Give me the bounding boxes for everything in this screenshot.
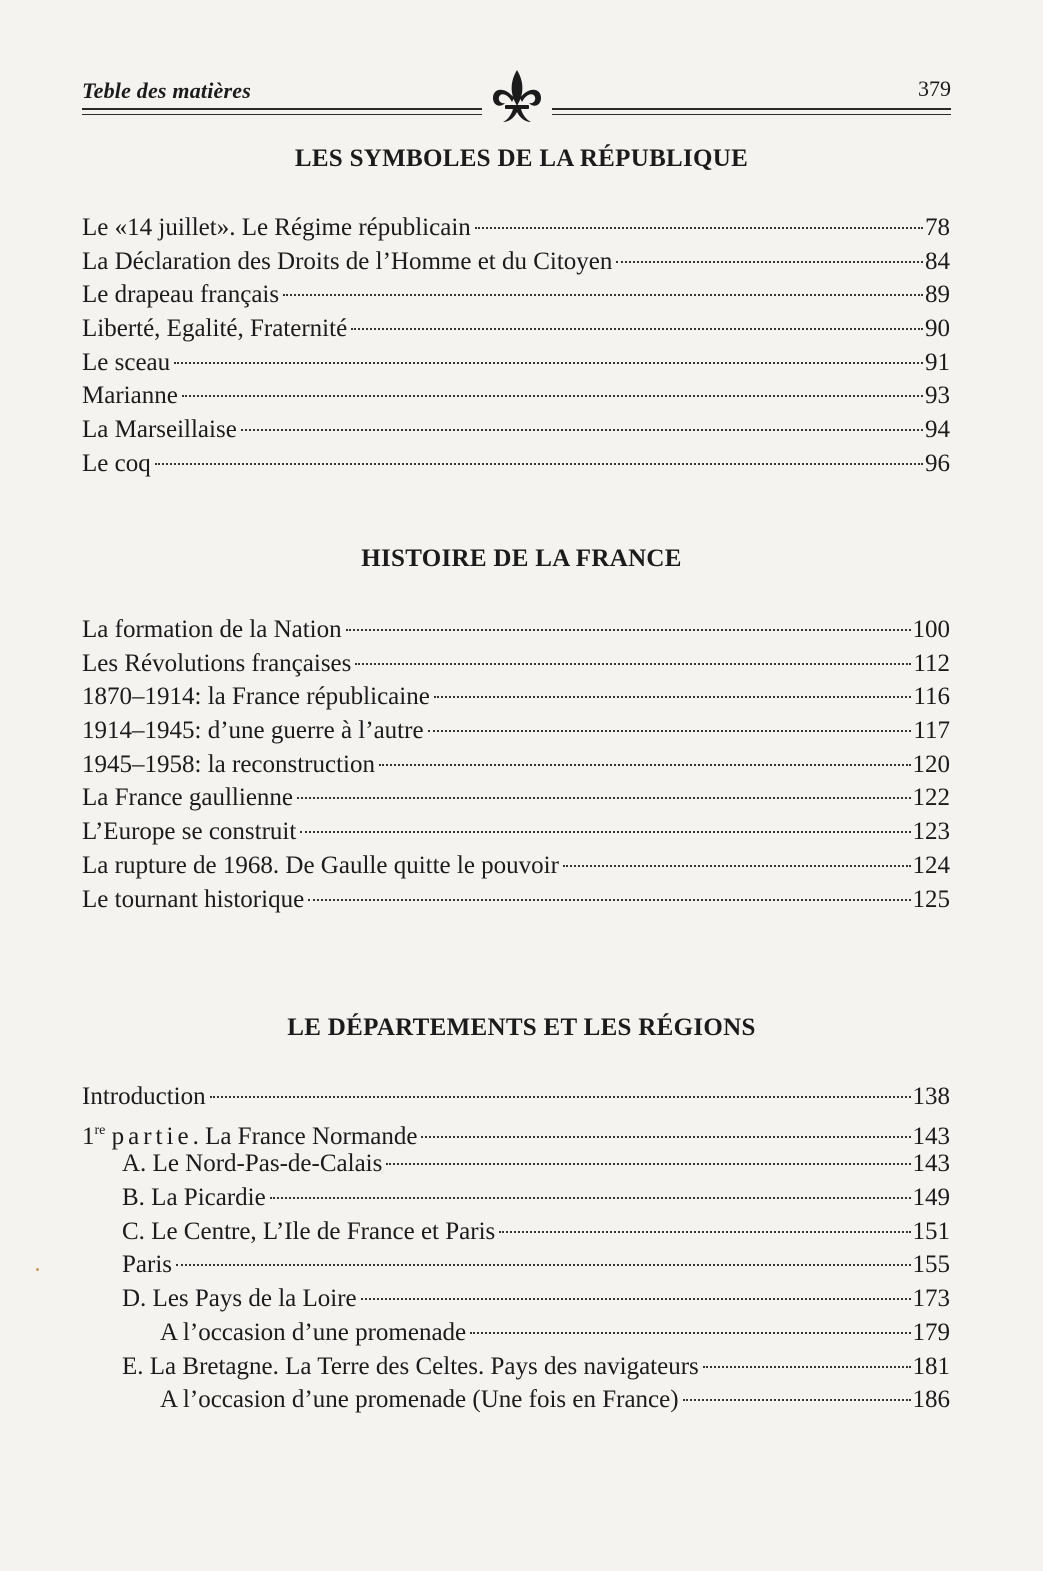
entry-label: La formation de la Nation [82, 616, 342, 643]
dot-leader [355, 663, 911, 665]
toc-entry[interactable] [82, 278, 950, 312]
toc-entry[interactable] [82, 613, 950, 647]
entry-label: Le «14 juillet». Le Régime républicain [82, 214, 471, 241]
toc-section-histoire [82, 613, 950, 916]
dot-leader [300, 831, 910, 833]
toc-section-symboles [82, 211, 950, 481]
entry-page: 93 [925, 382, 950, 410]
dot-leader [241, 429, 923, 431]
header-rule-left-top [82, 108, 482, 110]
entry-label: Le sceau [82, 348, 171, 376]
toc-entry[interactable] [82, 883, 950, 917]
entry-page: 149 [912, 1184, 950, 1212]
dot-leader [210, 1096, 911, 1098]
toc-entry[interactable] [82, 647, 950, 681]
toc-entry[interactable] [82, 1080, 950, 1114]
entry-label: La rupture de 1968. De Gaulle quitte le pouvoir [82, 851, 559, 879]
toc-entry[interactable] [82, 211, 950, 245]
dot-leader [155, 463, 923, 465]
dot-leader [421, 1136, 910, 1138]
entry-page: 100 [912, 616, 950, 643]
dot-leader [182, 395, 923, 397]
dot-leader [176, 1264, 911, 1266]
entry-label: C. Le Centre, L’Ile de France et Paris [122, 1217, 496, 1245]
entry-label: Introduction [82, 1083, 206, 1110]
entry-page: 125 [912, 885, 950, 913]
paper-speck [36, 1268, 39, 1271]
toc-entry[interactable] [82, 1248, 950, 1282]
toc-entry[interactable] [82, 815, 950, 849]
entry-page: 96 [925, 449, 950, 477]
part-word: partie [111, 1122, 193, 1150]
toc-entry[interactable] [82, 849, 950, 883]
entry-label: Marianne [82, 382, 178, 410]
entry-page: 117 [913, 717, 950, 745]
toc-entry[interactable] [82, 1181, 950, 1215]
entry-page: 94 [925, 416, 950, 444]
toc-entry[interactable] [82, 1282, 950, 1316]
entry-label: Liberté, Egalité, Fraternité [82, 315, 348, 343]
dot-leader [563, 865, 911, 867]
running-header [82, 68, 951, 128]
toc-entry[interactable] [82, 714, 950, 748]
dot-leader [174, 362, 923, 364]
toc-entry[interactable] [82, 1147, 950, 1181]
toc-entry[interactable] [82, 447, 950, 481]
entry-page: 181 [912, 1352, 950, 1380]
entry-page: 112 [913, 649, 950, 677]
toc-entry[interactable] [82, 1350, 950, 1384]
entry-label: La France gaullienne [82, 784, 294, 812]
dot-leader [703, 1366, 911, 1368]
dot-leader [283, 294, 923, 296]
dot-leader [361, 1298, 911, 1300]
entry-label: Le drapeau français [82, 281, 280, 309]
entry-label: L’Europe se construit [82, 818, 297, 846]
entry-label: A l’occasion d’une promenade (Une fois en France) [160, 1386, 679, 1414]
header-rule-right-top [552, 108, 951, 110]
entry-page: 123 [912, 818, 950, 846]
entry-label: 1870–1914: la France républicaine [82, 683, 430, 711]
entry-label: 1945–1958: la reconstruction [82, 750, 375, 778]
dot-leader [434, 696, 912, 698]
toc-entry[interactable] [82, 379, 950, 413]
section-title-symboles: LES SYMBOLES DE LA RÉPUBLIQUE [294, 145, 749, 172]
entry-label: D. Les Pays de la Loire [122, 1285, 357, 1313]
entry-label: E. La Bretagne. La Terre des Celtes. Pays des navigateurs [122, 1352, 699, 1380]
toc-entry[interactable] [82, 781, 950, 815]
toc-section-departements [82, 1080, 950, 1417]
toc-entry[interactable] [82, 1316, 950, 1350]
part-title: . La France Normande [192, 1122, 418, 1150]
entry-page: 151 [912, 1217, 950, 1245]
dot-leader [470, 1332, 910, 1334]
toc-entry[interactable] [82, 748, 950, 782]
dot-leader [297, 797, 910, 799]
dot-leader [683, 1399, 911, 1401]
dot-leader [499, 1231, 910, 1233]
entry-page: 143 [912, 1122, 950, 1150]
header-rule-left-bottom [82, 114, 482, 115]
entry-page: 186 [912, 1386, 950, 1414]
entry-page: 124 [912, 851, 950, 879]
toc-entry[interactable] [82, 312, 950, 346]
entry-page: 78 [925, 214, 950, 241]
entry-label: La Déclaration des Droits de l’Homme et du Citoyen [82, 247, 613, 275]
toc-entry-part[interactable] [82, 1114, 950, 1148]
dot-leader [308, 899, 910, 901]
toc-entry[interactable] [82, 1383, 950, 1417]
part-number: 1 [82, 1122, 95, 1150]
entry-page: 84 [925, 247, 950, 275]
toc-entry[interactable] [82, 413, 950, 447]
entry-label: B. La Picardie [122, 1184, 266, 1212]
fleur-de-lis-icon [487, 68, 547, 126]
page-number: 379 [918, 76, 951, 101]
running-title: Teble des matières [82, 78, 251, 103]
dot-leader [270, 1197, 911, 1199]
dot-leader [346, 629, 911, 631]
entry-page: 120 [912, 750, 950, 778]
entry-page: 89 [925, 281, 950, 309]
entry-page: 155 [912, 1251, 950, 1279]
toc-entry[interactable] [82, 1215, 950, 1249]
entry-page: 138 [912, 1083, 950, 1110]
entry-label: Le tournant historique [82, 885, 305, 913]
entry-page: 173 [912, 1285, 950, 1313]
dot-leader [351, 328, 923, 330]
entry-page: 91 [925, 348, 950, 376]
dot-leader [428, 730, 912, 732]
entry-label: Paris [122, 1251, 172, 1279]
entry-page: 122 [912, 784, 950, 812]
entry-label: 1914–1945: d’une guerre à l’autre [82, 717, 424, 745]
dot-leader [475, 227, 923, 229]
dot-leader [386, 1163, 910, 1165]
entry-page: 179 [912, 1318, 950, 1346]
entry-page: 116 [913, 683, 950, 711]
dot-leader [379, 764, 911, 766]
entry-page: 143 [912, 1150, 950, 1178]
header-rule-right-bottom [552, 114, 951, 115]
part-ordinal: re [94, 1122, 106, 1138]
entry-label: A l’occasion d’une promenade [160, 1318, 467, 1346]
entry-label: La Marseillaise [82, 416, 237, 444]
entry-label: Le coq [82, 449, 151, 477]
entry-label: A. Le Nord-Pas-de-Calais [122, 1150, 383, 1178]
section-title-histoire: HISTOIRE DE LA FRANCE [361, 545, 682, 572]
entry-label: Les Révolutions françaises [82, 649, 352, 677]
entry-page: 90 [925, 315, 950, 343]
section-title-departements: LE DÉPARTEMENTS ET LES RÉGIONS [287, 1014, 756, 1041]
toc-entry[interactable] [82, 245, 950, 279]
toc-entry[interactable] [82, 680, 950, 714]
dot-leader [616, 261, 923, 263]
toc-entry[interactable] [82, 346, 950, 380]
